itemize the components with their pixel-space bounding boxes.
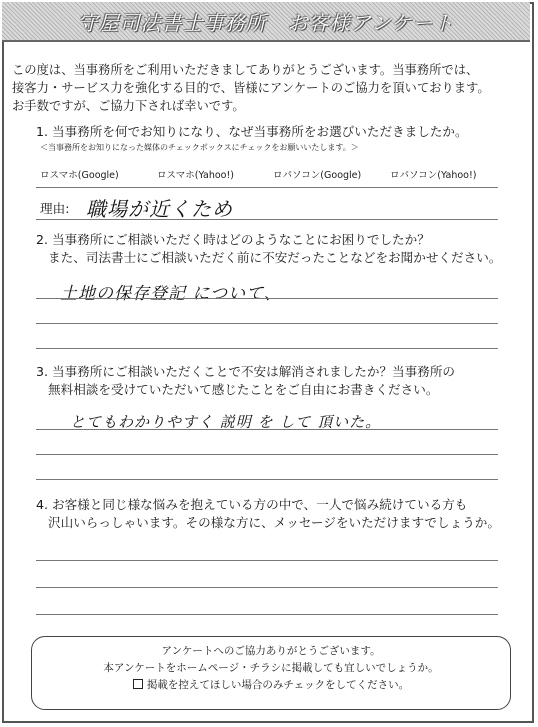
survey-header	[2, 2, 530, 42]
reason-label: 理由:	[40, 201, 70, 216]
answer-line	[36, 560, 498, 561]
answer-line	[36, 219, 498, 220]
answer-line	[36, 323, 498, 324]
question-4-line-2: 沢山いらっしゃいます。その様な方に、メッセージをいただけますでしょうか。	[48, 515, 500, 530]
answer-line	[36, 479, 498, 480]
answer-line	[36, 298, 498, 299]
option-pc-google[interactable]: ロパソコン(Google)	[273, 170, 362, 181]
intro-line: 接客力・サービス力を強化する目的で、皆様にアンケートのご協力を頂いております。	[12, 81, 490, 95]
answer-line	[36, 429, 498, 430]
question-1-note: ＜当事務所をお知りになった媒体のチェックボックスにチェックをお願いいたします。＞	[40, 143, 359, 152]
answer-line	[36, 348, 498, 349]
answer-line	[36, 587, 498, 588]
option-smartphone-yahoo[interactable]: ロスマホ(Yahoo!)	[157, 170, 234, 181]
question-1: 1. 当事務所を何でお知りになり、なぜ当事務所をお選びいただきましたか。	[36, 124, 468, 139]
question-2-line-2: また、司法書士にご相談いただく前に不安だったことなどをお聞かせください。	[48, 250, 502, 265]
question-3-line-2: 無料相談を受けていただいて感じたことをご自由にお書きください。	[48, 382, 439, 397]
option-smartphone-google[interactable]: ロスマホ(Google)	[40, 170, 119, 181]
answer-line	[36, 614, 498, 615]
footer-thanks: アンケートへのご協力ありがとうございます。	[161, 645, 381, 657]
intro-text	[12, 61, 526, 115]
answer-line	[36, 187, 498, 188]
question-2-answer: 土地の保存登記 について、	[60, 284, 282, 304]
footer-permission-question: 本アンケートをホームページ・チラシに掲載しても宜しいでしょうか。	[103, 662, 439, 674]
intro-line: この度は、当事務所をご利用いただきましてありがとうございます。当事務所では、	[12, 63, 479, 77]
optout-checkbox[interactable]	[133, 679, 143, 689]
footer-optout-label: 掲載を控えてほしい場合のみチェックをしてください。	[146, 679, 410, 691]
question-4-line-1: 4. お客様と同じ様な悩みを抱えている方の中で、一人で悩み続けている方も	[36, 497, 468, 512]
survey-title: 守屋司法書士事務所 お客様アンケート	[77, 10, 455, 35]
question-3-answer: とてもわかりやすく 説明 を して 頂いた。	[70, 413, 382, 431]
option-pc-yahoo[interactable]: ロパソコン(Yahoo!)	[390, 170, 477, 181]
intro-line: お手数ですが、ご協力下されば幸いです。	[12, 99, 245, 113]
reason-answer: 職場が近くため	[86, 197, 233, 221]
question-2-line-1: 2. 当事務所にご相談いただく時はどのようなことにお困りでしたか？	[36, 232, 430, 247]
footer-optout-row	[32, 677, 510, 694]
question-3-line-1: 3. 当事務所にご相談いただくことで不安は解消されましたか？当事務所の	[36, 364, 456, 379]
footer-box	[31, 636, 511, 710]
answer-line	[36, 454, 498, 455]
